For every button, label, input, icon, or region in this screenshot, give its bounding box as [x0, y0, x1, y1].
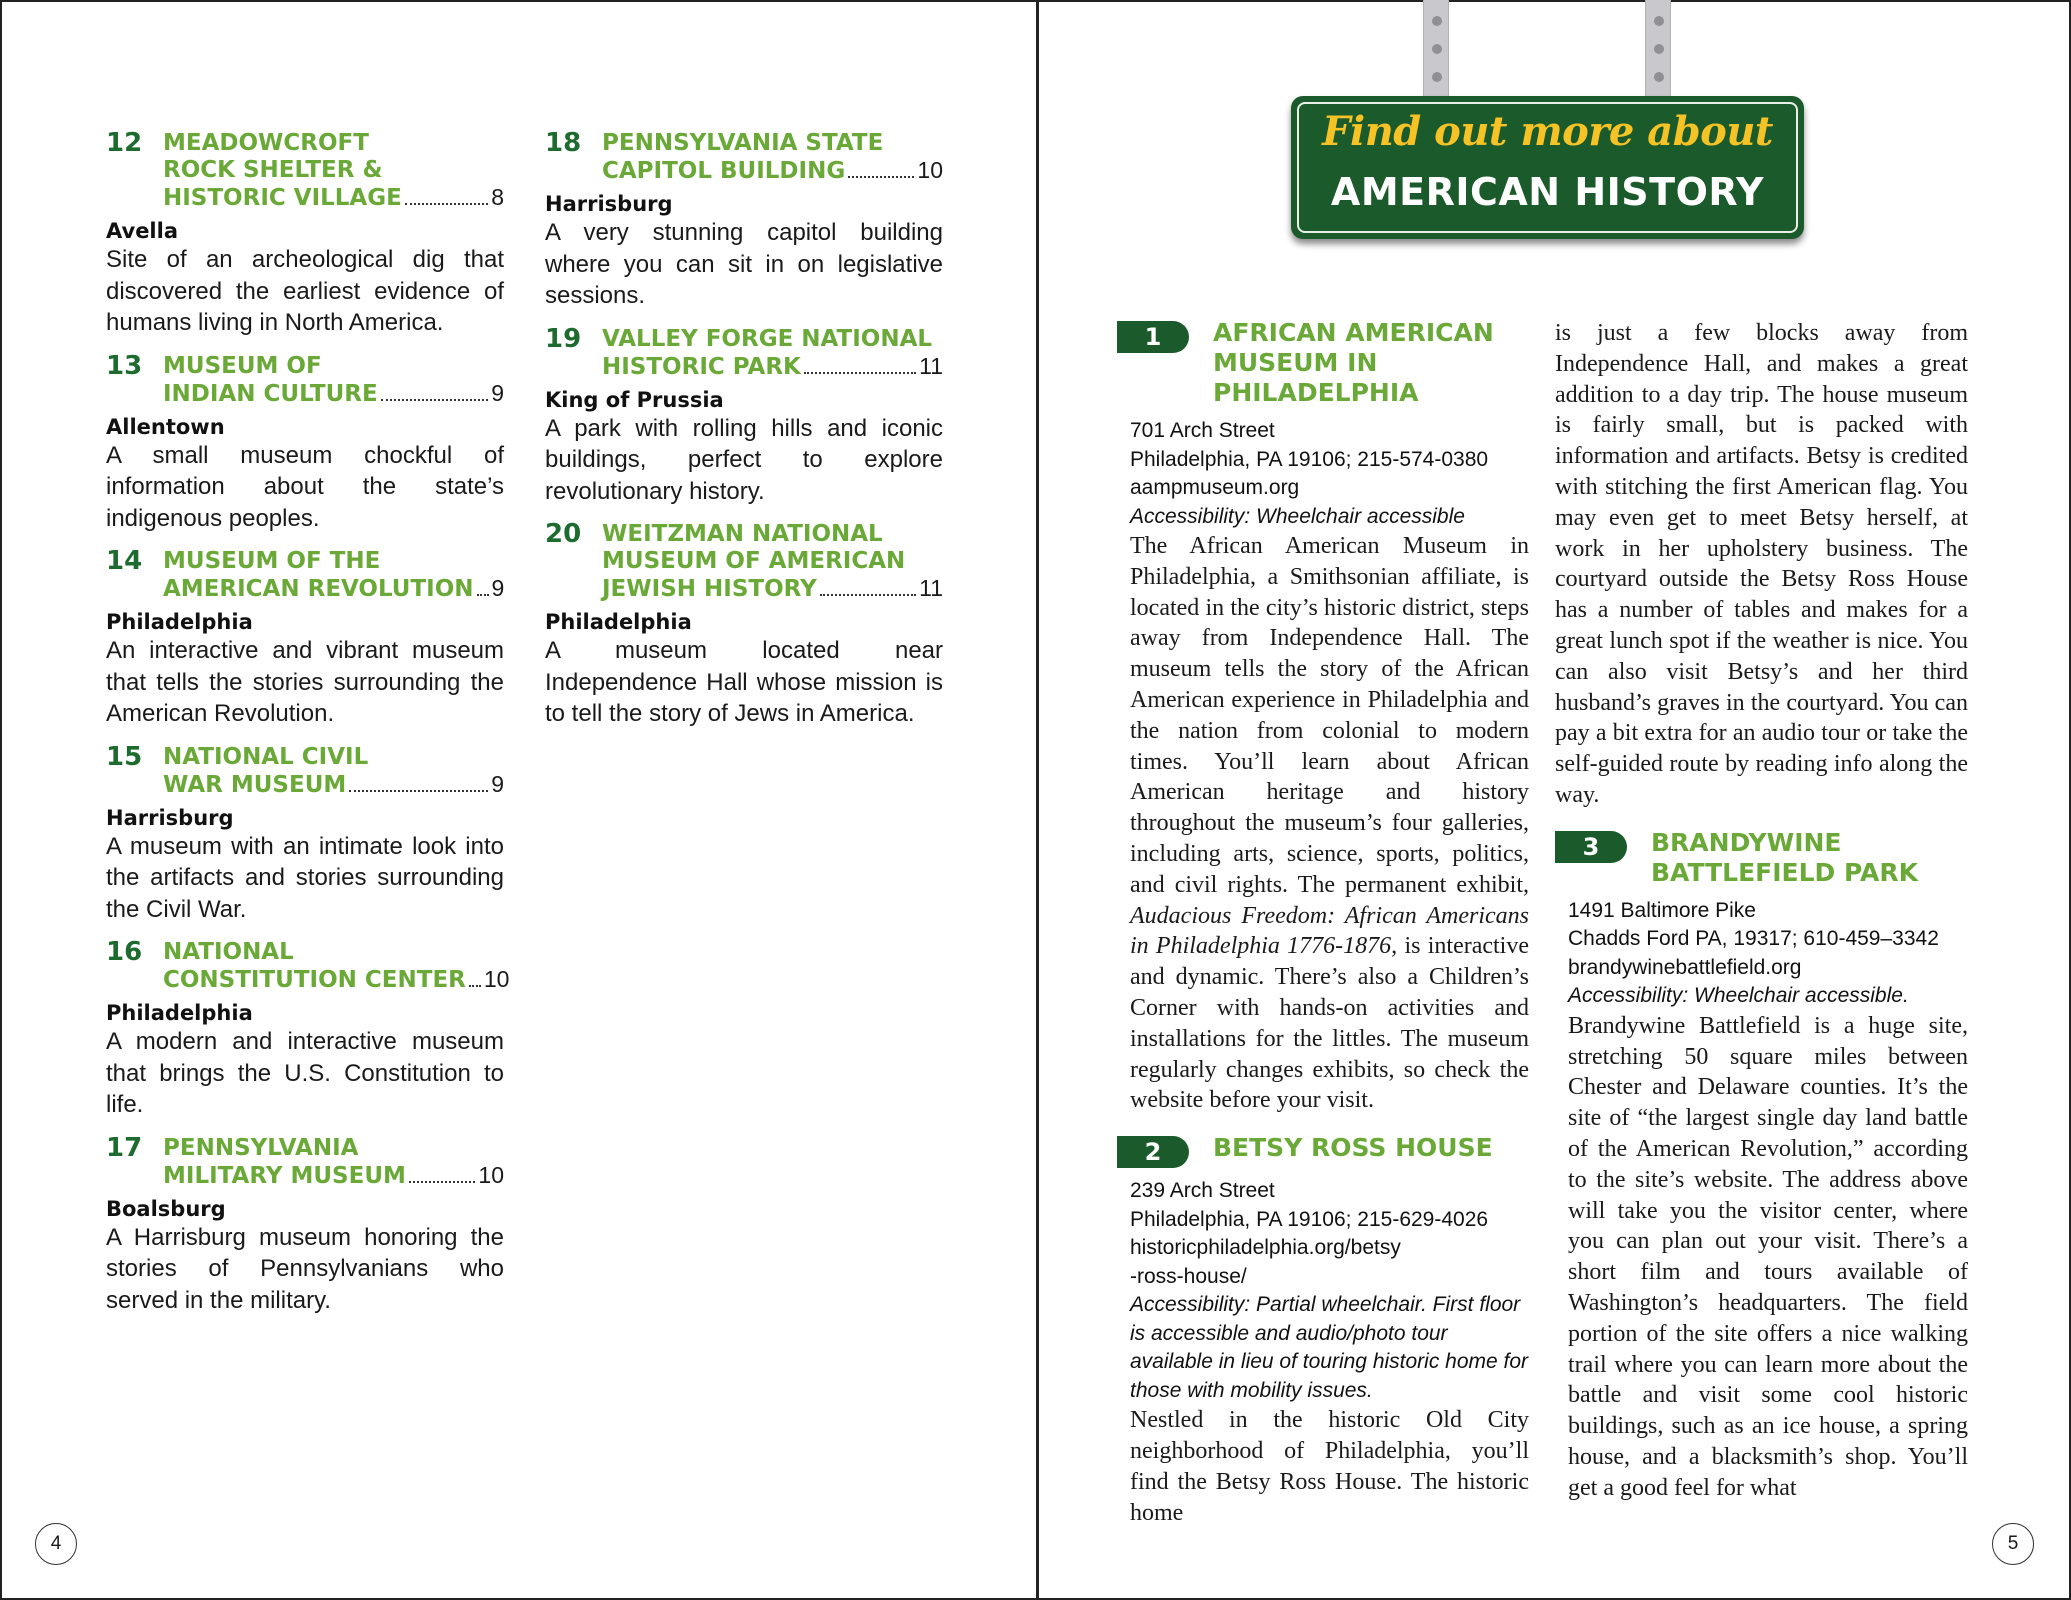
website-link[interactable]: aampmuseum.org: [1130, 476, 1300, 499]
entry-title-line: NATIONAL CIVIL: [163, 743, 369, 770]
entry-description: A museum with an intimate look into the artifacts and stories surrounding the Civil War.: [106, 832, 504, 923]
entry-number: 15: [106, 741, 143, 772]
entry-title: [602, 130, 943, 185]
entry-title: [163, 353, 504, 408]
entry-description: A very stunning capitol building where you can sit in on legislative sessions.: [545, 219, 943, 309]
dot-leader: [405, 203, 488, 205]
entry-city: Boalsburg: [106, 1196, 226, 1221]
address-line: Chadds Ford PA, 19317; 610-459–3342: [1568, 927, 1939, 951]
entry-number: 17: [106, 1132, 143, 1163]
sign-title: AMERICAN HISTORY: [1330, 170, 1765, 214]
website-link-cont[interactable]: -ross-house/: [1130, 1264, 1247, 1288]
entry-title-line: MEADOWCROFT: [163, 130, 369, 156]
dot-leader: [820, 594, 916, 596]
accessibility-note: Accessibility: Wheelchair accessible: [1130, 504, 1465, 528]
website-link[interactable]: historicphiladelphia.org/betsy: [1130, 1236, 1401, 1260]
entry-heading: [106, 741, 504, 799]
address-line: Philadelphia, PA 19106; 215-574-0380: [1130, 447, 1489, 471]
address-line: 1491 Baltimore Pike: [1568, 898, 1756, 922]
entry-title-line: PENNSYLVANIA STATE: [602, 130, 884, 156]
page-number-right: 5: [1992, 1523, 2034, 1565]
title-line: BATTLEFIELD PARK: [1651, 857, 1918, 887]
index-entry: [106, 350, 504, 535]
index-column-2: [545, 130, 943, 744]
section-title: [1651, 828, 1918, 888]
index-entry: [545, 130, 943, 312]
accessibility-note: Accessibility: Wheelchair accessible.: [1568, 984, 1909, 1008]
entry-city: Philadelphia: [106, 1001, 253, 1025]
entry-title-line: MUSEUM OF AMERICAN: [602, 548, 906, 574]
entry-title: [602, 326, 943, 381]
entry-title-line: VALLEY FORGE NATIONAL: [602, 325, 933, 352]
index-entry: [545, 521, 943, 730]
entry-title-line: WAR MUSEUM: [163, 771, 347, 798]
body-text: is interactive and dynamic. There’s also a Children’s Corner with hands-on activities and installations for the littles. The museum regularly changes exhibits, so check the website before your visit.: [1130, 933, 1529, 1114]
dot-leader: [804, 372, 916, 374]
exhibit-name: Audacious Freedom: African Americans in Philadelphia 1776-1876,: [1130, 902, 1529, 960]
index-entry: [545, 323, 943, 508]
article-column-1: [1117, 318, 1529, 1528]
entry-description: A small museum chockful of information about the state’s indigenous peoples.: [106, 441, 504, 532]
entry-title-line: ROCK SHELTER &: [163, 157, 383, 183]
section-2-info: [1130, 1177, 1529, 1405]
entry-page-ref[interactable]: 9: [491, 770, 504, 797]
section-number-badge: 1: [1117, 321, 1189, 353]
entry-heading: [545, 521, 943, 603]
entry-heading: [106, 548, 504, 603]
entry-page-ref[interactable]: 11: [919, 352, 943, 379]
section-2-body: Nestled in the historic Old City neighborhood of Philadelphia, you’ll find the Betsy Ross House. The historic home: [1130, 1407, 1529, 1526]
entry-heading: [106, 350, 504, 408]
entry-title-line: INDIAN CULTURE: [163, 380, 378, 407]
entry-city: Allentown: [106, 414, 225, 439]
page-spine: [1036, 0, 1039, 1600]
title-line: MUSEUM IN: [1213, 348, 1378, 377]
entry-title-line: HISTORIC PARK: [602, 353, 801, 380]
title-line: BETSY ROSS HOUSE: [1213, 1133, 1493, 1163]
dot-leader: [381, 399, 488, 401]
entry-page-ref[interactable]: 10: [917, 157, 943, 183]
title-line: AFRICAN AMERICAN: [1213, 318, 1494, 347]
entry-title: [163, 130, 504, 212]
entry-title: [163, 1135, 504, 1190]
entry-description: A park with rolling hills and iconic buildings, perfect to explore revolutionary history.: [545, 414, 943, 505]
article-column-2: [1555, 318, 1968, 1504]
entry-page-ref[interactable]: 10: [483, 966, 510, 992]
entry-title-line: CAPITOL BUILDING: [602, 158, 846, 184]
index-entry: [106, 130, 504, 339]
section-1-heading: [1117, 318, 1529, 408]
dot-leader: [848, 176, 914, 178]
index-entry: [106, 741, 504, 926]
section-3-info: [1568, 897, 1968, 1011]
index-column-1: [106, 128, 510, 1330]
entry-city: Harrisburg: [106, 805, 234, 830]
dot-leader: [477, 594, 489, 596]
entry-title-line: CONSTITUTION CENTER: [163, 967, 466, 993]
entry-description: A museum located near Independence Hall whose mission is to tell the story of Jews in America.: [545, 637, 943, 727]
sign-post-left: [1423, 0, 1449, 100]
index-entry: [106, 548, 504, 730]
index-entry: [106, 937, 510, 1121]
entry-city: Philadelphia: [106, 610, 253, 634]
entry-description: An interactive and vibrant museum that tells the stories surrounding the American Revolution.: [106, 637, 504, 727]
entry-title-line: JEWISH HISTORY: [602, 576, 817, 602]
entry-page-ref[interactable]: 9: [491, 379, 504, 406]
section-number-badge: 3: [1555, 831, 1627, 863]
entry-description: A modern and interactive museum that brings the U.S. Constitution to life.: [106, 1028, 504, 1118]
entry-number: 20: [545, 519, 582, 549]
entry-number: 12: [106, 128, 143, 158]
entry-page-ref[interactable]: 9: [491, 575, 505, 601]
entry-number: 13: [106, 350, 143, 381]
index-entry: [106, 1132, 504, 1317]
entry-number: 16: [106, 937, 143, 967]
address-line: Philadelphia, PA 19106; 215-629-4026: [1130, 1207, 1489, 1231]
entry-heading: [106, 937, 510, 994]
dot-leader: [409, 1181, 476, 1183]
entry-description: Site of an archeological dig that discovered the earliest evidence of humans living in North America.: [106, 246, 504, 336]
section-1-info: [1130, 417, 1529, 531]
entry-city: Philadelphia: [545, 610, 692, 634]
header-sign: [1291, 96, 1804, 239]
entry-number: 19: [545, 323, 582, 354]
entry-city: Harrisburg: [545, 192, 673, 216]
entry-heading: [545, 323, 943, 381]
entry-title-line: NATIONAL: [163, 939, 294, 965]
entry-number: 14: [106, 546, 143, 576]
sign-post-right: [1645, 0, 1671, 100]
entry-title-line: MILITARY MUSEUM: [163, 1162, 406, 1189]
section-number-badge: 2: [1117, 1136, 1189, 1168]
body-text: The African American Museum in Philadelphia, a Smithsonian affiliate, is located in the city’s historic district, steps away from Independence Hall. The museum tells the story of the African American experience in Philadelphia and the nation from colonial to modern times. You’ll learn about African American heritage and history throughout the museum’s four galleries, including arts, science, sports, politics, and civil rights. The permanent exhibit,: [1130, 533, 1529, 898]
title-line: BRANDYWINE: [1651, 827, 1842, 857]
entry-number: 18: [545, 128, 582, 158]
entry-page-ref[interactable]: 10: [478, 1161, 504, 1188]
entry-page-ref[interactable]: 11: [919, 575, 943, 601]
entry-title: [163, 939, 509, 994]
entry-description: A Harrisburg museum honoring the stories of Pennsylvanians who served in the military.: [106, 1223, 504, 1314]
entry-city: Avella: [106, 219, 179, 243]
entry-title: [163, 548, 504, 603]
entry-title-line: AMERICAN REVOLUTION: [163, 576, 474, 602]
page-number-left: 4: [35, 1523, 77, 1565]
entry-title-line: HISTORIC VILLAGE: [163, 185, 402, 211]
dot-leader: [349, 790, 488, 792]
section-title: [1213, 318, 1494, 408]
entry-title: [602, 521, 943, 603]
entry-heading: [545, 130, 943, 185]
section-3-body: Brandywine Battlefield is a huge site, stretching 50 square miles between Chester and Delaware counties. It’s the site of “the largest single day land battle of the American Revolution,” according to the site’s website. The address above will take you the visitor center, where you can plan out your visit. There’s a short film and tours available of Washington’s headquarters. The field portion of the site offers a nice walking trail where you can learn more about the battle and visit some cool historic buildings, such as an ice house, a spring house, and a blacksmith’s shop. You’ll get a good feel for what: [1568, 1012, 1968, 1501]
entry-title-line: WEITZMAN NATIONAL: [602, 521, 883, 547]
sign-script-text: Find out more about: [1322, 108, 1773, 155]
entry-title-line: MUSEUM OF: [163, 352, 322, 379]
section-2-heading: [1117, 1133, 1529, 1168]
entry-page-ref[interactable]: 8: [491, 184, 504, 210]
section-title: [1213, 1133, 1493, 1163]
entry-title-line: MUSEUM OF THE: [163, 548, 381, 574]
address-line: 239 Arch Street: [1130, 1179, 1275, 1203]
website-link[interactable]: brandywinebattlefield.org: [1568, 955, 1802, 979]
section-2-body-cont: is just a few blocks away from Independence Hall, and makes a great addition to a day trip. The house museum is fairly small, but is packed with information and artifacts. Betsy is credited with stitching the first American flag. You may even get to meet Betsy herself, at work in her upholstery business. The courtyard outside the Betsy Ross House has a number of tables and makes for a great lunch spot if the weather is nice. You can also visit Betsy’s and her third husband’s graves in the courtyard. You can pay a bit extra for an audio tour or take the self-guided route by reading info along the way.: [1555, 320, 1968, 808]
address-line: 701 Arch Street: [1130, 419, 1275, 442]
entry-city: King of Prussia: [545, 387, 724, 412]
accessibility-note: Accessibility: Partial wheelchair. First floor is accessible and audio/photo tour available in lieu of touring historic home for those with mobility issues.: [1130, 1293, 1529, 1402]
dot-leader: [469, 985, 481, 987]
title-line: PHILADELPHIA: [1213, 378, 1419, 407]
entry-title: [163, 744, 504, 799]
entry-title-line: PENNSYLVANIA: [163, 1134, 359, 1161]
section-1-body: [1130, 531, 1529, 1116]
entry-heading: [106, 130, 504, 212]
section-3-heading: [1555, 828, 1968, 888]
entry-heading: [106, 1132, 504, 1190]
